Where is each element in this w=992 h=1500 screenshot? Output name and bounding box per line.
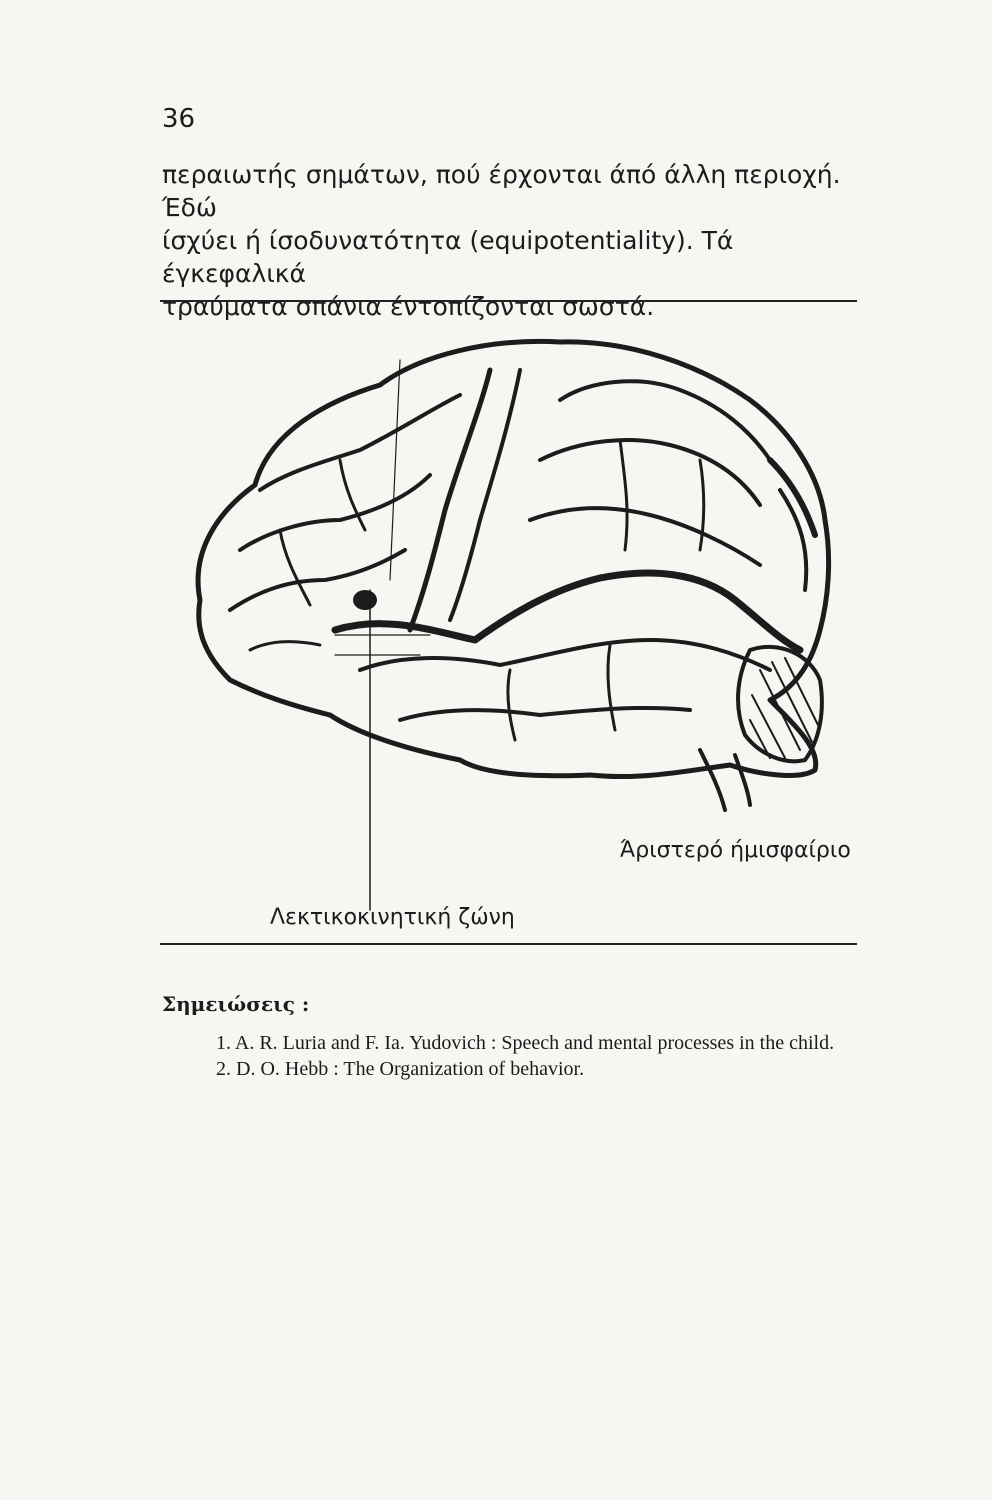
notes-list bbox=[162, 1030, 866, 1082]
speech-area-mark bbox=[353, 590, 377, 610]
brain-illustration bbox=[160, 310, 860, 930]
hemisphere-caption: Άριστερό ήμισφαίριο bbox=[620, 838, 851, 863]
note-item: 1. A. R. Luria and F. Ia. Yudovich : Speech and mental processes in the child. bbox=[216, 1032, 835, 1054]
central-sulcus bbox=[410, 370, 490, 630]
speech-zone-caption: Λεκτικοκινητική ζώνη bbox=[270, 905, 515, 930]
body-line: ίσχύει ή ίσοδυνατότητα (equipotentiality). Τά έγκεφαλικά bbox=[162, 226, 734, 288]
brain-drawing bbox=[160, 310, 860, 930]
page-number: 36 bbox=[162, 104, 196, 134]
figure-bottom-rule bbox=[160, 943, 857, 945]
body-line: περαιωτής σημάτων, πού έρχονται άπό άλλη περιοχή. Έδώ bbox=[162, 160, 841, 222]
body-paragraph bbox=[162, 158, 874, 323]
figure-top-rule bbox=[160, 300, 857, 302]
lateral-fissure bbox=[335, 573, 800, 650]
notes-heading: Σημειώσεις : bbox=[162, 992, 310, 1016]
body-line: τραύματα σπάνια έντοπίζονται σωστά. bbox=[162, 292, 655, 321]
note-item: 2. D. O. Hebb : The Organization of behavior. bbox=[216, 1058, 585, 1080]
